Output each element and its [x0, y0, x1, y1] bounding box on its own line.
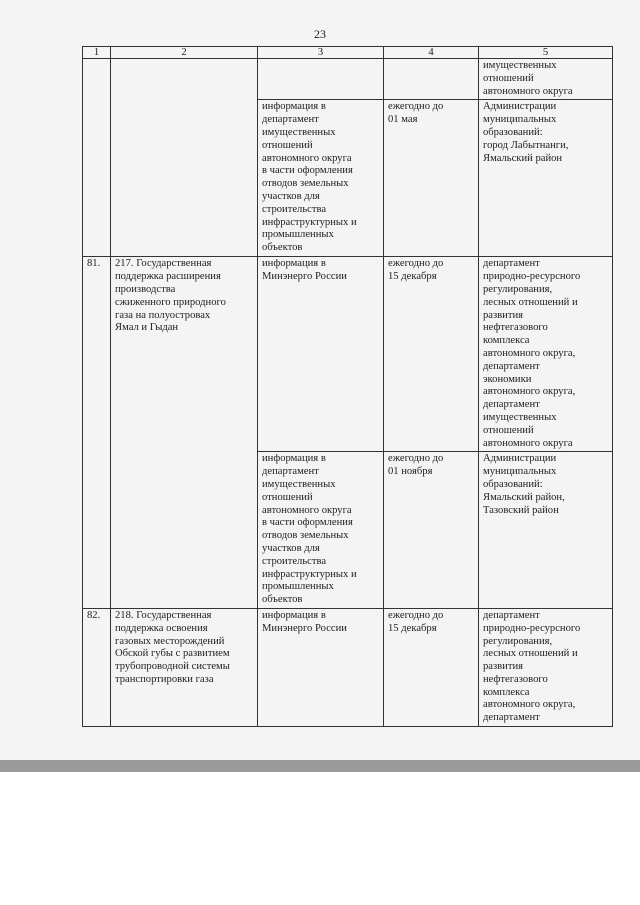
table-row	[83, 257, 613, 452]
scan-edge	[0, 760, 640, 772]
responsible-cell: Администрации муниципальных образований: Ямальский район, Тазовский район	[479, 452, 613, 609]
responsible-cell: Администрации муниципальных образований: город Лабытнанги, Ямальский район	[479, 100, 613, 257]
table-row	[83, 608, 613, 726]
form-cell: информация в департамент имущественных отношений автономного округа в части оформления отводов земельных участков для строительства инфраструктурных и промышленных объектов	[258, 100, 384, 257]
responsible-cell: имущественных отношений автономного округа	[479, 59, 613, 100]
column-header: 2	[111, 47, 258, 59]
column-header: 5	[479, 47, 613, 59]
deadline-cell: ежегодно до 01 ноября	[384, 452, 479, 609]
page-number: 23	[314, 27, 326, 41]
deadline-cell: ежегодно до 01 мая	[384, 100, 479, 257]
form-cell: информация в Минэнерго России	[258, 608, 384, 726]
measure-cell: 218. Государственная поддержка освоения газовых месторождений Обской губы с развитием трубопроводной системы транспортировки газа	[111, 608, 258, 726]
row-number-cell: 81.	[83, 257, 111, 609]
plan-table	[82, 46, 613, 727]
row-number-cell: 82.	[83, 608, 111, 726]
form-cell: информация в департамент имущественных отношений автономного округа в части оформления отводов земельных участков для строительства инфраструктурных и промышленных объектов	[258, 452, 384, 609]
responsible-cell: департамент природно-ресурсного регулирования, лесных отношений и развития нефтегазового комплекса автономного округа, департамент	[479, 608, 613, 726]
deadline-cell	[384, 59, 479, 100]
measure-cell: 217. Государственная поддержка расширения производства сжиженного природного газа на полуостровах Ямал и Гыдан	[111, 257, 258, 609]
column-header: 4	[384, 47, 479, 59]
table-row	[83, 59, 613, 100]
responsible-cell: департамент природно-ресурсного регулирования, лесных отношений и развития нефтегазового комплекса автономного округа, департамент экономики автономного округа, департамент имущественных отношений автономного округа	[479, 257, 613, 452]
form-cell	[258, 59, 384, 100]
table-header-row	[83, 47, 613, 59]
deadline-cell: ежегодно до 15 декабря	[384, 257, 479, 452]
deadline-cell: ежегодно до 15 декабря	[384, 608, 479, 726]
row-number-cell	[83, 59, 111, 257]
column-header: 3	[258, 47, 384, 59]
measure-cell	[111, 59, 258, 257]
form-cell: информация в Минэнерго России	[258, 257, 384, 452]
column-header: 1	[83, 47, 111, 59]
